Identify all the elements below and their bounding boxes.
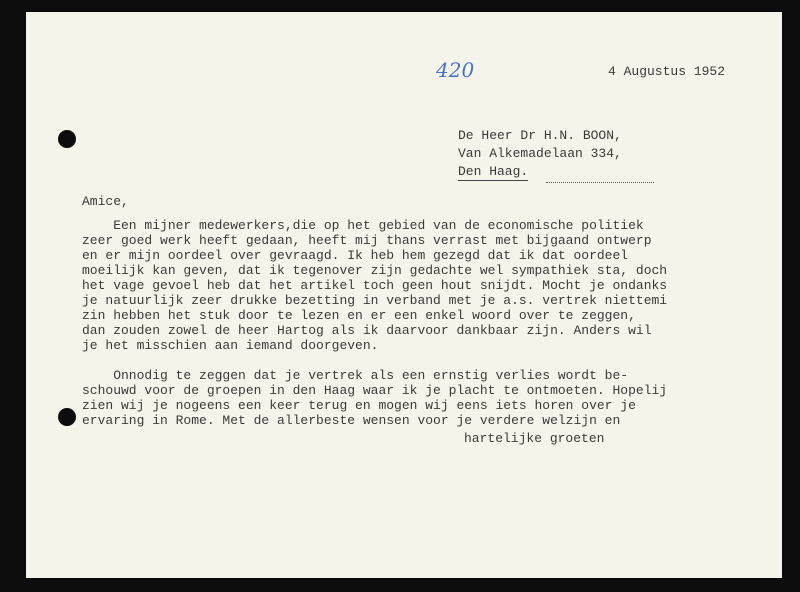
- handwritten-note: 420: [436, 58, 475, 82]
- address-rule: [546, 182, 654, 183]
- paragraph-line: zien wij je nogeens een keer terug en mogen wij eens iets horen over je: [82, 398, 636, 413]
- paragraph-line: moeilijk kan geven, dat ik tegenover zijn gedachte wel sympathiek sta, doch: [82, 263, 668, 278]
- paragraph-line: Een mijner medewerkers,die op het gebied van de economische politiek: [82, 218, 644, 233]
- salutation: Amice,: [82, 194, 129, 209]
- paragraph-line: je het misschien aan iemand doorgeven.: [82, 338, 379, 353]
- address-line: Van Alkemadelaan 334,: [458, 146, 622, 161]
- letter-page: [26, 12, 782, 578]
- punch-hole: [58, 408, 76, 426]
- paragraph-line: je natuurlijk zeer drukke bezetting in verband met je a.s. vertrek niettemi: [82, 293, 668, 308]
- paragraph-line: schouwd voor de groepen in den Haag waar ik je placht te ontmoeten. Hopelij: [82, 383, 668, 398]
- paragraph-line: zin hebben het stuk door te lezen en er een enkel woord over te zeggen,: [82, 308, 636, 323]
- paragraph-line: zeer goed werk heeft gedaan, heeft mij thans verrast met bijgaand ontwerp: [82, 233, 652, 248]
- address-line: Den Haag.: [458, 164, 528, 181]
- paragraph-line: en er mijn oordeel over gevraagd. Ik heb hem gezegd dat ik dat oordeel: [82, 248, 629, 263]
- paragraph-line: het vage gevoel heb dat het artikel toch geen hout snijdt. Mocht je ondanks: [82, 278, 668, 293]
- letter-date: 4 Augustus 1952: [608, 64, 726, 79]
- paragraph-line: dan zouden zowel de heer Hartog als ik daarvoor dankbaar zijn. Anders wil: [82, 323, 652, 338]
- paragraph-line: Onnodig te zeggen dat je vertrek als een ernstig verlies wordt be-: [82, 368, 629, 383]
- closing: hartelijke groeten: [464, 431, 605, 446]
- paragraph-line: ervaring in Rome. Met de allerbeste wensen voor je verdere welzijn en: [82, 413, 621, 428]
- punch-hole: [58, 130, 76, 148]
- address-line: De Heer Dr H.N. BOON,: [458, 128, 622, 143]
